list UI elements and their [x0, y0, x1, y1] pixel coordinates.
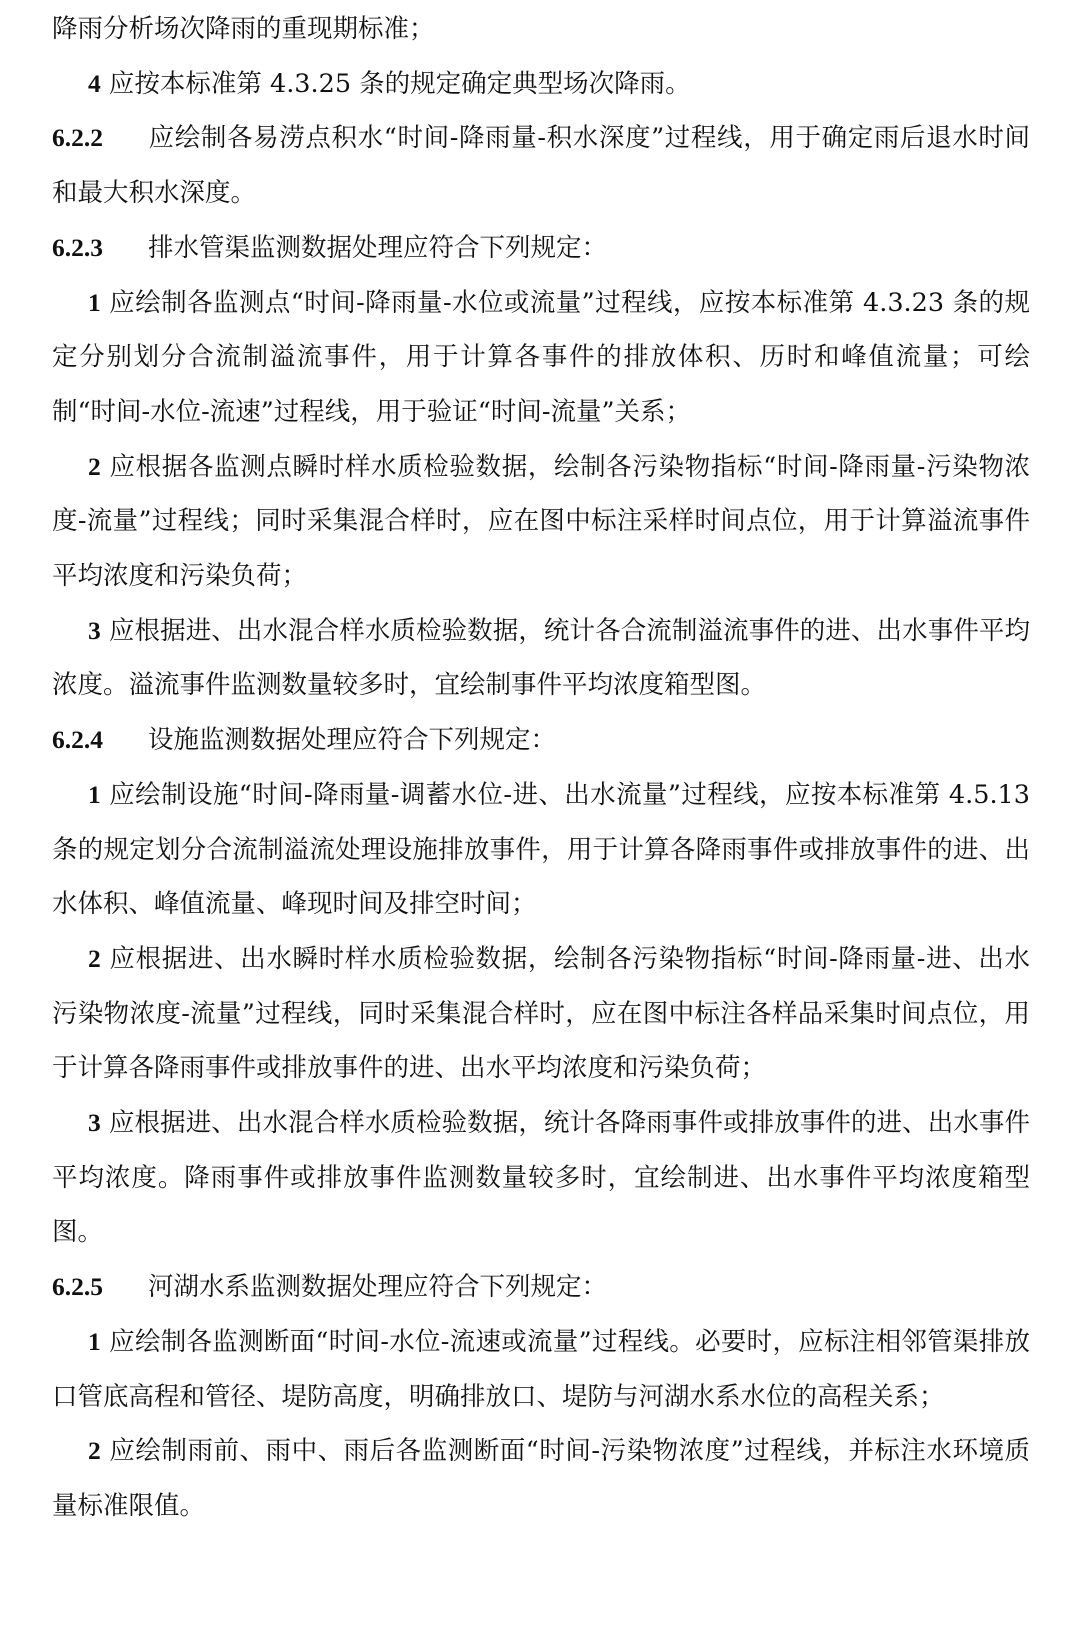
item-number: 3 — [88, 1108, 101, 1138]
clause-number: 6.2.4 — [52, 725, 103, 755]
item-text: 应根据各监测点瞬时样水质检验数据，绘制各污染物指标“时间-降雨量-污染物浓度-流量”过程线；同时采集混合样时，应在图中标注采样时间点位，用于计算溢流事件平均浓度和污染负荷； — [52, 451, 1031, 592]
list-item — [52, 440, 1030, 604]
list-item — [52, 768, 1030, 932]
clause-6-2-5 — [52, 1260, 1030, 1315]
clause-text: 河湖水系监测数据处理应符合下列规定： — [148, 1272, 608, 1303]
item-number: 1 — [88, 287, 101, 317]
item-number: 3 — [88, 615, 101, 645]
clause-6-2-2 — [52, 111, 1030, 220]
item-number: 1 — [88, 779, 101, 809]
list-item — [52, 57, 1030, 112]
list-item — [52, 276, 1030, 440]
list-item — [52, 1424, 1030, 1533]
clause-number: 6.2.3 — [52, 232, 103, 262]
paragraph-text: 降雨分析场次降雨的重现期标准； — [52, 14, 435, 44]
item-text: 应按本标准第 4.3.25 条的规定确定典型场次降雨。 — [108, 68, 691, 99]
clause-6-2-4 — [52, 713, 1030, 768]
list-item — [52, 604, 1030, 713]
item-text: 应根据进、出水混合样水质检验数据，统计各降雨事件或排放事件的进、出水事件平均浓度。降雨事件或排放事件监测数量较多时，宜绘制进、出水事件平均浓度箱型图。 — [52, 1108, 1030, 1248]
list-item — [52, 932, 1030, 1096]
item-text: 应绘制设施“时间-降雨量-调蓄水位-进、出水流量”过程线，应按本标准第 4.5.13 条的规定划分合流制溢流处理设施排放事件，用于计算各降雨事件或排放事件的进、出水体积、峰值流量、峰现时间及排空时间； — [52, 779, 1030, 920]
list-item — [52, 1096, 1030, 1260]
clause-6-2-3 — [52, 221, 1030, 276]
clause-text: 应绘制各易涝点积水“时间-降雨量-积水深度”过程线，用于确定雨后退水时间和最大积水深度。 — [52, 123, 1030, 209]
clause-text: 排水管渠监测数据处理应符合下列规定： — [148, 232, 608, 263]
item-text: 应绘制各监测断面“时间-水位-流速或流量”过程线。必要时，应标注相邻管渠排放口管底高程和管径、堤防高度，明确排放口、堤防与河湖水系水位的高程关系； — [52, 1326, 1031, 1412]
item-number: 2 — [88, 943, 101, 973]
item-text: 应绘制雨前、雨中、雨后各监测断面“时间-污染物浓度”过程线，并标注水环境质量标准限值。 — [52, 1436, 1030, 1521]
item-number: 2 — [88, 1436, 101, 1466]
list-item — [52, 1315, 1030, 1424]
continuation-paragraph — [52, 2, 1030, 57]
clause-text: 设施监测数据处理应符合下列规定： — [148, 725, 557, 756]
item-text: 应绘制各监测点“时间-降雨量-水位或流量”过程线，应按本标准第 4.3.23 条的规定分别划分合流制溢流事件，用于计算各事件的排放体积、历时和峰值流量；可绘制“时间-水位-流速”过程线，用于验证“时间-流量”关系； — [52, 287, 1030, 427]
item-number: 4 — [88, 68, 101, 98]
item-text: 应根据进、出水混合样水质检验数据，统计各合流制溢流事件的进、出水事件平均浓度。溢流事件监测数量较多时，宜绘制事件平均浓度箱型图。 — [52, 615, 1030, 701]
item-number: 2 — [88, 451, 101, 481]
item-text: 应根据进、出水瞬时样水质检验数据，绘制各污染物指标“时间-降雨量-进、出水污染物浓度-流量”过程线，同时采集混合样时，应在图中标注各样品采集时间点位，用于计算各降雨事件或排放事件的进、出水平均浓度和污染负荷； — [52, 943, 1031, 1084]
clause-number: 6.2.2 — [52, 123, 103, 153]
item-number: 1 — [88, 1326, 101, 1356]
clause-number: 6.2.5 — [52, 1272, 103, 1302]
